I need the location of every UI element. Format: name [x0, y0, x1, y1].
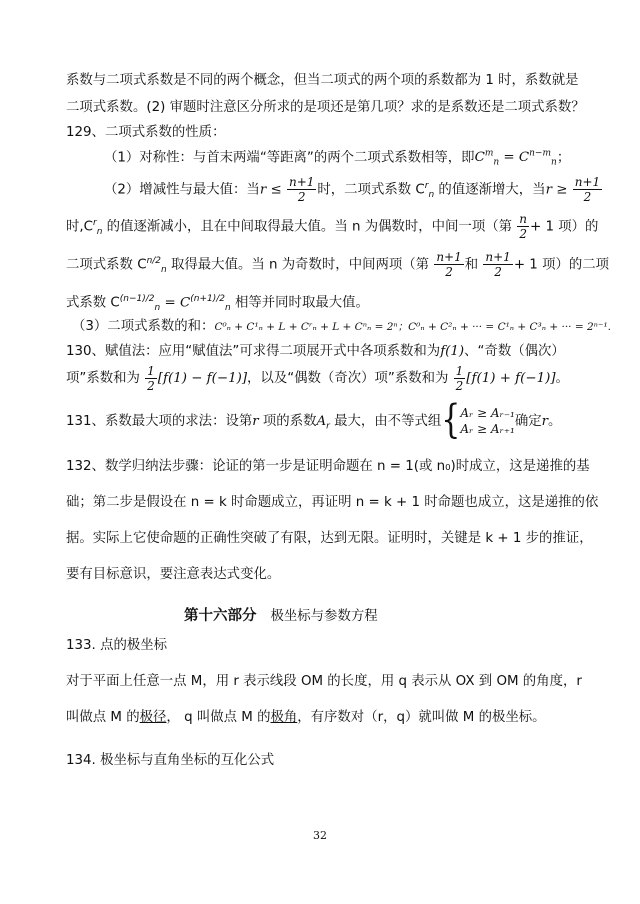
section-130: 130、赋值法：应用“赋值法”可求得二项展开式中各项系数和为f(1)、“奇数（偶次）: [66, 344, 565, 359]
text-line: 时$,C^r_n$ 的值逐渐减小，且在中间取得最大值。当 n 为偶数时，中间一项（第 $\frac{n}{2}$ + 1 项）的: [66, 211, 599, 241]
fraction: $\frac{n+1}{2}$: [288, 174, 315, 204]
text-line: 项”系数和为 $\frac{1}{2}$ [f(1) − f(−1)]，以及“偶数（奇次）项”系数和为 $\frac{1}{2}$ [f(1) + f(−1)]。: [66, 363, 569, 393]
fraction: $\frac{n}{2}$: [519, 211, 528, 241]
text-line: 对于平面上任意一点 M，用 r 表示线段 OM 的长度，用 q 表示从 OX 到 OM 的角度，r: [66, 674, 582, 689]
left-brace: {: [441, 397, 461, 444]
fraction: $\frac{n+1}{2}$: [574, 174, 601, 204]
fraction: $\frac{n+1}{2}$: [436, 249, 462, 279]
fraction: $\frac{1}{2}$: [455, 363, 464, 393]
fraction: $\frac{1}{2}$: [147, 363, 155, 393]
text-line: 二项式系数 $C^{n/2}_n$ 取得最大值。当 n 为奇数时，中间两项（第 $\frac{n+1}{2}$ 和 $\frac{n+1}{2}$ + 1 项）的二项: [66, 249, 610, 279]
symmetry-property: （1）对称性：与首末两端“等距离”的两个二项式系数相等，即$C^m_n = C^{n-m}_n$；: [104, 149, 571, 169]
text-line: 系数与二项式系数是不同的两个概念，但当二项式的两个项的系数都为 1 时，系数就是: [66, 73, 579, 88]
monotonic-property: （2）增减性与最大值：当r ≤ $\frac{n+1}{2}$ 时，二项式系数 $C^r_n$ 的值逐渐增大，当r ≥ $\frac{n+1}{2}$: [104, 174, 601, 204]
section-133-title: 133. 点的极坐标: [66, 638, 168, 653]
formula: C⁰ₙ + C¹ₙ + L + Cʳₙ + L + Cⁿₙ = 2ⁿ；C⁰ₙ + C²ₙ + ··· = C¹ₙ + C³ₙ + ··· = 2ⁿ⁻¹.: [214, 321, 612, 333]
text-line: 据。实际上它使命题的正确性突破了有限，达到无限。证明时，关键是 k + 1 步的推证，: [66, 531, 593, 546]
text-line: 132、数学归纳法步骤：论证的第一步是证明命题在 n = 1(或 n₀)时成立，这是递推的基: [66, 459, 590, 474]
text-line: 二项式系数。(2) 审题时注意区分所求的是项还是第几项？求的是系数还是二项式系数？: [66, 100, 585, 115]
text-line: 要有目标意识，要注意表达式变化。: [66, 567, 281, 582]
text-line: 叫做点 M 的极径， q 叫做点 M 的极角，有序数对（r，q）就叫做 M 的极坐标。: [66, 710, 546, 725]
inequality-system: Aᵣ ≥ Aᵣ₋₁ Aᵣ ≥ Aᵣ₊₁: [460, 406, 515, 436]
section-131: 131、系数最大项的求法：设第r 项的系数$A_r$ 最大，由不等式组{ Aᵣ ≥ Aᵣ₋₁ Aᵣ ≥ Aᵣ₊₁ 确定r。: [66, 397, 562, 444]
text-line: 式系数 $C^{(n-1)/2}_n = C^{(n+1)/2}_n$ 相等并同时取最大值。: [66, 294, 369, 314]
text-line: 础；第二步是假设在 n = k 时命题成立，再证明 n = k + 1 时命题也成立，这是递推的依: [66, 495, 599, 510]
section-129-title: 129、二项式系数的性质：: [66, 125, 226, 140]
section-heading: 第十六部分 极坐标与参数方程: [184, 608, 378, 624]
binomial-sum: （3）二项式系数的和：C⁰ₙ + C¹ₙ + L + Cʳₙ + L + Cⁿₙ = 2ⁿ；C⁰ₙ + C²ₙ + ··· = C¹ₙ + C³ₙ + ··· = 2ⁿ⁻¹.: [72, 319, 612, 334]
section-134-title: 134. 极坐标与直角坐标的互化公式: [66, 753, 275, 768]
text-span: （1）对称性：与首末两端“等距离”的两个二项式系数相等，即: [104, 150, 475, 166]
formula: $C^m_n = C^{n-m}_n$: [474, 149, 557, 169]
page-number: 32: [313, 829, 327, 842]
fraction: $\frac{n+1}{2}$: [485, 249, 511, 279]
